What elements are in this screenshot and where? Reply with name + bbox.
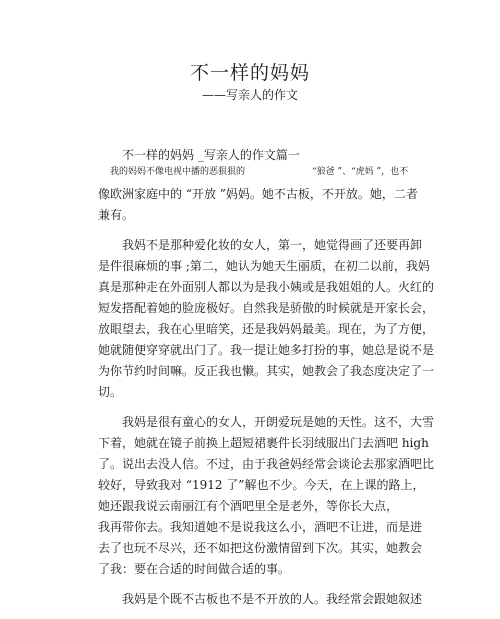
article-body (98, 184, 435, 619)
text-line: 她就随便穿穿就出门了。我一提让她多打扮的事，她总是说不是 (98, 343, 435, 357)
text-line: 短发搭配着她的脸庞极好。自然我是骄傲的时候就是开家长会， (98, 301, 435, 315)
paragraph (98, 184, 418, 226)
text-line: 较好，导致我对 “1912 了”解也不少。今天，在上课的路上， (98, 478, 425, 492)
text-line: 我妈不是那种爱化妆的女人，第一，她觉得画了还要再卸 (122, 238, 423, 252)
paragraph (98, 412, 435, 580)
text-line: 放眼望去，我在心里暗笑，还是我妈妈最美。现在，为了方便， (98, 322, 435, 336)
text-line: 我妈是个既不古板也不是不开放的人。我经常会跟她叙述 (122, 592, 423, 606)
article-heading: 不一样的妈妈 _写亲人的作文篇一 (122, 148, 300, 162)
paragraph (98, 235, 435, 403)
intro-fragment: “狼爸 ”、“虎妈 ”，也不 (312, 167, 409, 177)
text-line: 她还跟我说云南丽江有个酒吧里全是老外，等你长大点， (98, 499, 399, 513)
intro-fragment: 我的妈妈不像电视中播的恶狠狠的 (110, 167, 246, 177)
text-line: 下着，她就在镜子前换上超短裙裹件长羽绒服出门去酒吧 high (98, 436, 429, 450)
text-line: 为你节约时间嘛。反正我也懒。其实，她教会了我态度决定了一 (98, 364, 435, 378)
page-title: 不一样的妈妈 (189, 62, 310, 84)
text-line: 去了也玩不尽兴，还不如把这份激情留到下次。其实，她教会 (98, 541, 423, 555)
text-line: 真是那种走在外面别人都以为是我小姨或是我姐姐的人。火红的 (98, 280, 435, 294)
paragraph (98, 589, 423, 610)
text-line: 切。 (98, 385, 123, 399)
text-line: 兼有。 (98, 208, 135, 222)
page-subtitle: ——写亲人的作文 (201, 88, 298, 102)
text-line: 我妈是很有童心的女人，开朗爱玩是她的天性。这不，大雪 (122, 415, 435, 429)
text-line: 像欧洲家庭中的 “开放 ”妈妈。她不古板，不开放。她，二者 (98, 187, 418, 201)
text-line: 是件很麻烦的事 ;第二，她认为她天生丽质，在初二以前，我妈 (98, 259, 430, 273)
text-line: 了。说出去没人信。不过，由于我爸妈经常会谈论去那家酒吧比 (98, 457, 435, 471)
text-line: 我再带你去。我知道她不是说我这么小，酒吧不让进，而是进 (98, 520, 423, 534)
text-line: 了我：要在合适的时间做合适的事。 (98, 562, 291, 576)
